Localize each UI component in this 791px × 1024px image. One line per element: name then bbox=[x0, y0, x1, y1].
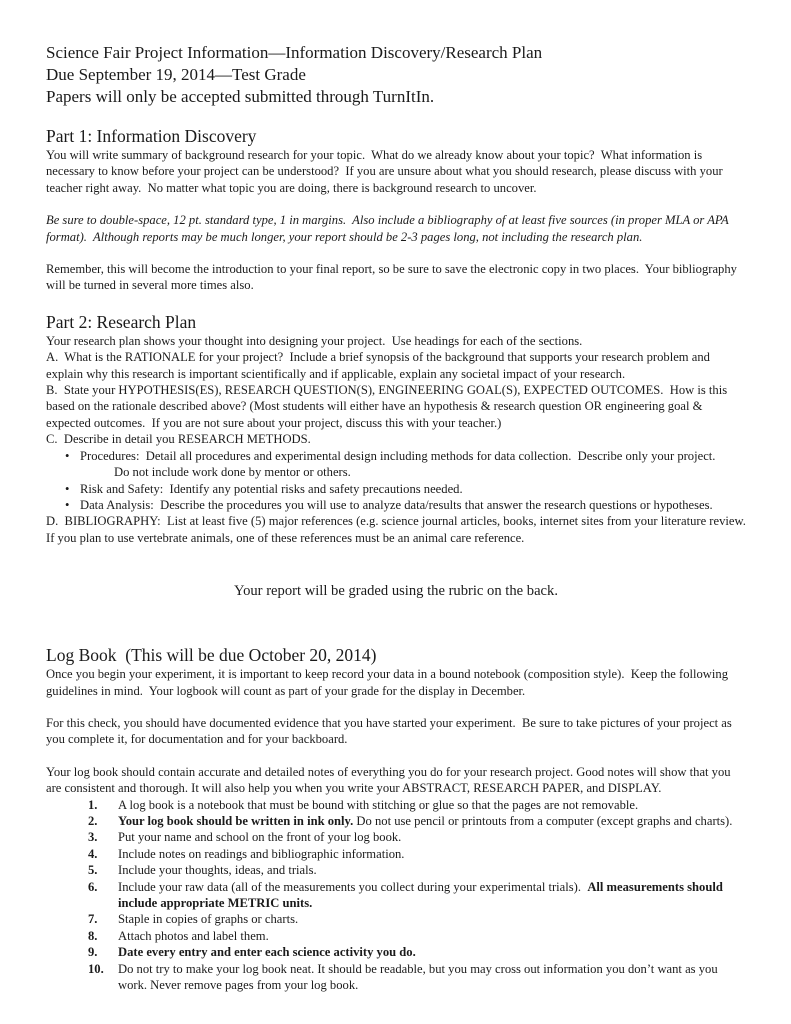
bullet-data-analysis-text: Data Analysis: Describe the procedures you will use to analyze data/results that answer the research questions or hypotheses. bbox=[80, 497, 713, 512]
submission-note-line: Papers will only be accepted submitted through TurnItIn. bbox=[46, 87, 435, 106]
rule-number: 1. bbox=[88, 797, 98, 812]
part2-item-hypothesis: B. State your HYPOTHESIS(ES), RESEARCH QUESTION(S), ENGINEERING GOAL(S), EXPECTED OUTCOMES. How is this based on the rationale described above? (Most students will either have an hypothesis & research question OR engineering goal & expected outcomes. If you are not sure about your project, discuss this with your teacher.) bbox=[46, 383, 731, 430]
part1-section bbox=[46, 125, 746, 294]
part2-item-research-methods: C. Describe in detail you RESEARCH METHODS. bbox=[46, 432, 311, 447]
rule-text: Your log book should be written in ink only. Do not use pencil or printouts from a computer (except graphs and charts). bbox=[118, 813, 733, 828]
rule-number: 2. bbox=[88, 813, 98, 828]
rule-text: Date every entry and enter each science activity you do. bbox=[118, 945, 416, 960]
logbook-rule-8 bbox=[46, 928, 746, 944]
bullet-risk-safety bbox=[46, 481, 746, 497]
rule-text: Include your thoughts, ideas, and trials. bbox=[118, 863, 317, 878]
bullet-data-analysis-body bbox=[80, 497, 746, 513]
logbook-rule-6 bbox=[46, 879, 746, 912]
bullet-procedures-body bbox=[80, 448, 746, 481]
rule-text: Put your name and school on the front of your log book. bbox=[118, 830, 402, 845]
bullet-risk-safety-body bbox=[80, 481, 746, 497]
rule-text: Staple in copies of graphs or charts. bbox=[118, 912, 299, 927]
bullet-procedures bbox=[46, 448, 746, 481]
part1-format-note-paragraph: Be sure to double-space, 12 pt. standard type, 1 in margins. Also include a bibliography of at least five sources (in proper MLA or APA format). Although reports may be much longer, your report should be 2-3 pages long, not including the research plan. bbox=[46, 213, 732, 244]
part2-item-bibliography: D. BIBLIOGRAPHY: List at least five (5) major references (e.g. science journal articles, books, internet sites from your literature review. If you plan to use vertebrate animals, one of these references must be an animal care reference. bbox=[46, 514, 753, 545]
bullet-procedures-text: Procedures: Detail all procedures and experimental design including methods for data collection. Describe only your project. bbox=[80, 448, 716, 463]
logbook-paragraph-3: Your log book should contain accurate and detailed notes of everything you do for your research project. Good notes will show that you are consistent and thorough. It will also help you when you write your ABSTRACT, RESEARCH PAPER, and DISPLAY. bbox=[46, 764, 734, 796]
part2-section bbox=[46, 311, 753, 600]
logbook-rules-list bbox=[46, 797, 746, 994]
bullet-icon: • bbox=[65, 481, 70, 496]
rule-text: Include notes on readings and bibliographic information. bbox=[118, 846, 405, 861]
part1-reminder-paragraph: Remember, this will become the introduction to your final report, so be sure to save the electronic copy in two places. Your bibliography will be turned in several more times also. bbox=[46, 262, 741, 293]
graded-note: Your report will be graded using the rubric on the back. bbox=[234, 583, 558, 600]
bullet-risk-safety-text: Risk and Safety: Identify any potential risks and safety precautions needed. bbox=[80, 481, 463, 496]
rule-number: 3. bbox=[88, 830, 98, 845]
part1-intro-paragraph: You will write summary of background research for your topic. What do we already know about your topic? What information is necessary to know before your project can be understood? If you are unsure about what you should research, please discuss with your teacher right away. No matter what topic you are doing, there is background research to uncover. bbox=[46, 148, 726, 195]
logbook-rule-9 bbox=[46, 944, 746, 960]
logbook-rule-10 bbox=[46, 961, 746, 994]
logbook-paragraph-1: Once you begin your experiment, it is important to keep record your data in a bound notebook (composition style). Keep the following guidelines in mind. Your logbook will count as part of your grade for the display in December. bbox=[46, 667, 732, 698]
document-title: Science Fair Project Information—Information Discovery/Research Plan bbox=[46, 43, 543, 62]
rule-number: 4. bbox=[88, 846, 98, 861]
logbook-rule-4 bbox=[46, 846, 746, 862]
rule-number: 10. bbox=[88, 961, 104, 976]
bullet-icon: • bbox=[65, 497, 70, 512]
rule-number: 7. bbox=[88, 912, 98, 927]
part2-intro-paragraph: Your research plan shows your thought into designing your project. Use headings for each of the sections. bbox=[46, 333, 583, 348]
logbook-rule-1 bbox=[46, 797, 746, 813]
logbook-section bbox=[46, 644, 746, 993]
due-date-line: Due September 19, 2014—Test Grade bbox=[46, 65, 306, 84]
bullet-data-analysis bbox=[46, 497, 746, 513]
logbook-rule-3 bbox=[46, 829, 746, 845]
bullet-icon: • bbox=[65, 448, 70, 463]
rule-text: Include your raw data (all of the measurements you collect during your experimental trials). All measurements should include appropriate METRIC units. bbox=[118, 879, 726, 910]
logbook-rule-5 bbox=[46, 862, 746, 878]
logbook-rule-2 bbox=[46, 813, 746, 829]
rule-text: Do not try to make your log book neat. It should be readable, but you may cross out information you don’t want as you work. Never remove pages from your log book. bbox=[118, 961, 721, 993]
part1-heading: Part 1: Information Discovery bbox=[46, 126, 257, 146]
document-header bbox=[46, 42, 746, 108]
rule-number: 9. bbox=[88, 945, 98, 960]
rule-text: A log book is a notebook that must be bound with stitching or glue so that the pages are not removable. bbox=[118, 797, 639, 812]
part2-heading: Part 2: Research Plan bbox=[46, 311, 197, 332]
rule-number: 8. bbox=[88, 928, 98, 943]
bullet-procedures-continuation: Do not include work done by mentor or others. bbox=[114, 465, 351, 480]
rule-text: Attach photos and label them. bbox=[118, 928, 269, 943]
logbook-rule-7 bbox=[46, 911, 746, 927]
part2-item-rationale: A. What is the RATIONALE for your project? Include a brief synopsis of the background that supports your research problem and explain why this research is important scientifically and if applicable, explain any societal impact of your research. bbox=[46, 350, 714, 381]
logbook-heading: Log Book (This will be due October 20, 2014) bbox=[46, 645, 377, 666]
rule-number: 5. bbox=[88, 863, 98, 878]
rule-number: 6. bbox=[88, 879, 98, 894]
logbook-paragraph-2: For this check, you should have documented evidence that you have started your experiment. Be sure to take pictures of your project as you complete it, for documentation and for your backboard. bbox=[46, 715, 735, 747]
